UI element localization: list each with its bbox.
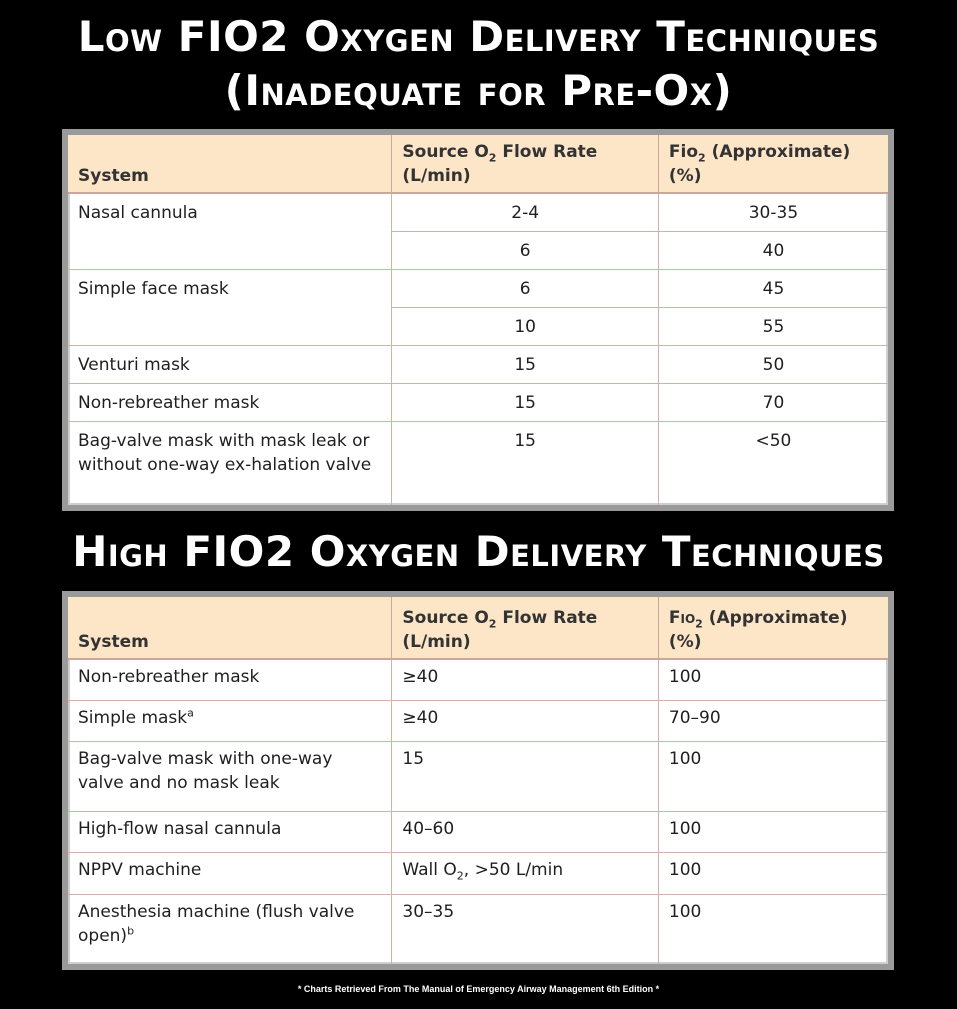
high-header-flow: Source $O_2$ Flow Rate (L/min) [392, 597, 659, 659]
row-system: Simple mask$^a$ [68, 701, 392, 742]
row-flow: 2-4 [392, 193, 659, 231]
table-row [68, 701, 888, 742]
row-fio2: 100 [658, 659, 888, 701]
row-fio2: 40 [658, 231, 888, 269]
low-header-flow: Source $O_2$ Flow Rate (L/min) [392, 135, 659, 193]
table-row [68, 269, 888, 307]
low-fio2-subtitle: (Inadequate for Pre-Ox) [224, 66, 733, 115]
low-header-system: System [68, 135, 392, 193]
table-row [68, 193, 888, 231]
row-flow: 15 [392, 421, 659, 505]
table-row [68, 383, 888, 421]
row-flow: 40–60 [392, 812, 659, 853]
row-fio2: 70 [658, 383, 888, 421]
low-fio2-table-frame [62, 129, 894, 511]
row-system: Non-rebreather mask [68, 659, 392, 701]
row-system: Venturi mask [68, 345, 392, 383]
low-header-fio2: Fio$_2$ (Approximate) (%) [658, 135, 888, 193]
table-row [68, 421, 888, 505]
row-fio2: 55 [658, 307, 888, 345]
row-system: Bag-valve mask with mask leak or without one-way ex-halation valve [68, 421, 392, 505]
row-fio2: 30-35 [658, 193, 888, 231]
row-flow: ≥40 [392, 701, 659, 742]
source-footnote: * Charts Retrieved From The Manual of Emergency Airway Management 6th Edition * [297, 984, 660, 994]
table-row [68, 742, 888, 812]
row-fio2: 100 [658, 853, 888, 894]
row-fio2: 100 [658, 742, 888, 812]
high-fio2-table-frame [62, 591, 894, 970]
high-fio2-table [68, 597, 888, 964]
row-system: Non-rebreather mask [68, 383, 392, 421]
row-flow: 15 [392, 742, 659, 812]
row-flow: 15 [392, 383, 659, 421]
row-flow: 15 [392, 345, 659, 383]
row-system: Bag-valve mask with one-way valve and no mask leak [68, 742, 392, 812]
high-header-system: System [68, 597, 392, 659]
row-system: Simple face mask [68, 269, 392, 345]
row-system: Nasal cannula [68, 193, 392, 269]
row-fio2: <50 [755, 430, 792, 451]
row-flow: ≥40 [392, 659, 659, 701]
row-flow: Wall $O_2$, >50 L/min [392, 853, 659, 894]
high-table-header-row [68, 597, 888, 659]
low-fio2-table [68, 135, 888, 505]
row-flow: 6 [392, 269, 659, 307]
row-flow: 30–35 [392, 894, 659, 964]
table-row [68, 894, 888, 964]
row-system: High-flow nasal cannula [68, 812, 392, 853]
footnote-marker: b [127, 923, 135, 937]
row-system: NPPV machine [68, 853, 392, 894]
table-row [68, 853, 888, 894]
footnote-marker: a [187, 706, 194, 720]
row-fio2: 50 [658, 345, 888, 383]
low-fio2-title: Low FIO2 Oxygen Delivery Techniques [77, 12, 880, 61]
row-fio2: 100 [668, 901, 702, 922]
table-row [68, 812, 888, 853]
high-fio2-title: High FIO2 Oxygen Delivery Techniques [72, 527, 885, 576]
table-row [68, 659, 888, 701]
row-fio2: 100 [658, 812, 888, 853]
row-flow: 10 [392, 307, 659, 345]
row-fio2: 70–90 [658, 701, 888, 742]
table-row [68, 345, 888, 383]
high-header-fio2: Fio$_2$ (Approximate) (%) [658, 597, 888, 659]
row-flow: 6 [392, 231, 659, 269]
low-table-header-row [68, 135, 888, 193]
row-fio2: 45 [658, 269, 888, 307]
row-system: Anesthesia machine (flush valve open)$^b$ [68, 894, 392, 964]
